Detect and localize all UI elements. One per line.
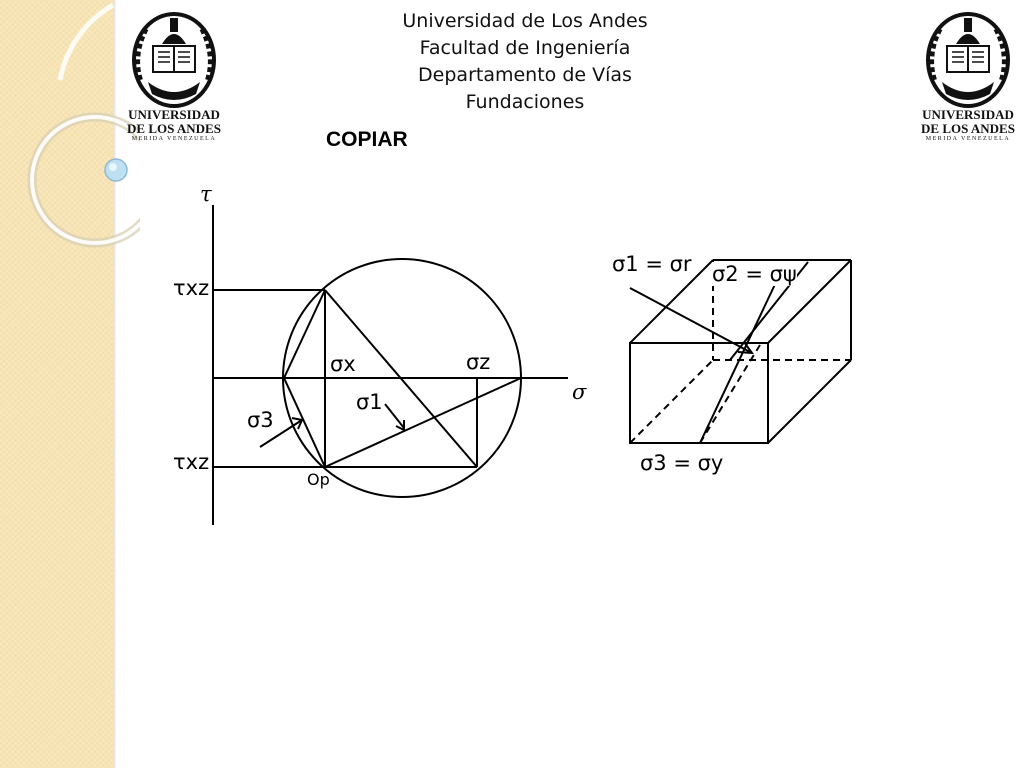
block-bottom-right-edge	[768, 360, 851, 443]
pole-label: Op	[307, 470, 330, 489]
header-university: Universidad de Los Andes	[402, 10, 648, 32]
sigma2-equals-label: σ2 = σψ	[712, 262, 797, 286]
sigma-axis-label: σ	[572, 380, 587, 404]
logo-location: MERIDA VENEZUELA	[131, 136, 217, 142]
header-faculty: Facultad de Ingeniería	[419, 37, 631, 59]
logo-name-line2: DE LOS ANDES	[921, 121, 1015, 136]
header-course: Fundaciones	[465, 91, 585, 113]
tau-axis-label: τ	[200, 182, 212, 206]
tau-xz-top-label: τxz	[173, 276, 210, 300]
pole-to-sigma1-line	[325, 378, 521, 467]
sigma-1-label: σ1	[356, 390, 383, 414]
pole-to-sigma3-line	[284, 378, 325, 467]
logo-name-line1: UNIVERSIDAD	[922, 107, 1014, 122]
block-front-face	[630, 343, 768, 443]
logo-name-line1: UNIVERSIDAD	[128, 107, 220, 122]
sigma-3-label: σ3	[247, 408, 274, 432]
mohr-circle-diagram	[213, 205, 568, 525]
logo-name-line2: DE LOS ANDES	[127, 121, 221, 136]
stress-block-diagram	[630, 260, 851, 443]
pole-to-sigma3-top	[284, 290, 325, 378]
sigma1-arrow	[385, 404, 404, 428]
header-department: Departamento de Vías	[418, 64, 632, 86]
slide-title: COPIAR	[326, 128, 408, 151]
sigma-x-label: σx	[330, 352, 356, 376]
tau-xz-bottom-label: τxz	[173, 450, 210, 474]
sigma3-equals-label: σ3 = σy	[640, 451, 724, 475]
sigma-z-label: σz	[466, 350, 491, 374]
sigma1-equals-label: σ1 = σr	[612, 252, 692, 276]
logo-location: MERIDA VENEZUELA	[925, 136, 1011, 142]
